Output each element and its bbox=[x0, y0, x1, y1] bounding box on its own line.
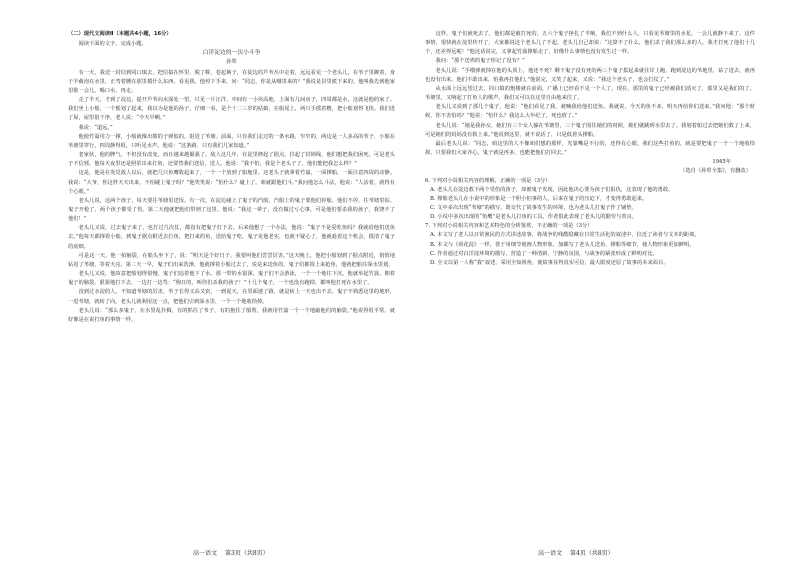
question-6-option-c: C. 文中多次出现“苇塘”的描写，既交代了故事发生的环境，也为老头儿打鬼子作了铺垫。 bbox=[430, 204, 637, 211]
story-paragraph: 可是这一天，他一拍脑袋，在船头坐下了，说：“明天是个好日子，我要叫他们尝尝厉害。”这天晚上，他把小船划到了据点附近，悄悄地钻进了苇塘，等着天亮。第二天一早，鬼子们出来洗澡，他就撑着小船过去了，说是来送鱼的。鬼子们都围上来抢鱼，他就把船往深水里划。 bbox=[68, 252, 395, 268]
question-6-option-b: B. 撑船老头儿在小说中的形象是一个胆小怕事的人，后来在鬼子的压迫下，才变得勇敢起来。 bbox=[430, 195, 648, 202]
left-column bbox=[68, 30, 395, 325]
footer-page-number: 第4页（共8页） bbox=[570, 550, 614, 557]
story-paragraph: 走了半天，才到了淀边，提开芦苇向水深处一望，只见一片汪洋，中间有一小块高地，上面有几间房子，四周都是水，这就是他的家了。我们坐上小船，一个船划了起来，我以为是他的孙子，仔细一看，是个十二三岁的姑娘，在船尾上，两只手摇着橹，把小船划得飞快。我们进了屋，屋里很干净，老人说：“今天早啊。” bbox=[68, 97, 395, 122]
footer-grade: 高一语文 bbox=[193, 550, 218, 557]
story-paragraph: 我问：“那个送鸡的鬼子你记了没有？” bbox=[435, 58, 525, 65]
story-paragraph: 老头儿说：“手榴弹就掉在他的头顶上，他还不死？剩下鬼子没有死的两三个鬼子拔起来就往岸上跑，跑到淀边的苇地里，钻了进去，就再也没有出来。他们不敢出来，怕我再打他们。”他说完，又笑了起来，又说：“我这个老头子，也会打仗了。” bbox=[425, 67, 755, 83]
page-footer-left bbox=[193, 548, 277, 557]
question-7-option-d: D. 全文以第一人称“我”叙述，采用全知视角，使故事显得真实可信，最大限度还原了故事的本来面目。 bbox=[430, 259, 669, 266]
story-paragraph: 有一天，我送一封信到同口镇去，把信搞在怀里，脱了鞋，卷起裤子，在淀边的芦苇丛中走着，远远看见一个老头儿，在苇子里蹲着，身子半截泡在水里，正弯着腰在那里摸什么东西。看见我，他停下手来，问：“同志，你是从哪里来的？”我说是县里派下来的。他叫我先到他家里歇一会儿，喝口水，再走。 bbox=[68, 69, 395, 94]
question-7-option-a: A. 本文写了老人以日常渔民的方式讲述故事，将战争的残酷隐藏在日常生活化的叙述中，拉近了读者与文本的距离。 bbox=[430, 232, 700, 239]
story-paragraph: 我说：“道远。” bbox=[78, 124, 113, 131]
section-title: （二）现代文阅读Ⅱ（本题共4小题，16分） bbox=[68, 31, 172, 37]
question-7-option-c: C. 作者通过对白洋淀环境的描写，营造了一种清新、宁静的氛围，与战争的紧张形成了鲜明对比。 bbox=[430, 250, 658, 257]
story-paragraph: 老头儿说：“那么多鬼子，在水里乱扑腾，有的抓住了苇子，有的抱住了船帮，我就用竹篙一个一个地敲他们的脑袋。”他说得很平常，就好像是在说打鱼的事情一样。 bbox=[68, 307, 395, 323]
story-paragraph: 他使竹篙用力一撑，小船就像出膛的子弹似的，射进了苇塘。前面，只有我们走过的一条水路，窄窄的，两边是一人多高的苇子，小船在苇塘里穿行，四周静得很，只听见水声。他说：“这条路，只有我们几家知道。” bbox=[68, 133, 395, 149]
question-6-option-d: D. 小说中多次出现的“鱼鹰”是老头儿打鱼的工具，作者借此表现了老头儿的勤劳与善良。 bbox=[430, 214, 637, 221]
story-paragraph: 老头儿又说，过去鬼子来了，也打过几次仗，都没有把鬼子打下去。后来他想了一个办法，他说：“鬼子不是爱吃鱼吗？我就给他们送鱼去。”他每天都撑着小船，到鬼子据点附近去打鱼，把打来的鱼，送给鬼子吃。鬼子见他老实，也就不疑心了，他就趁着这个机会，摸清了鬼子的底细。 bbox=[68, 225, 395, 250]
story-paragraph: 老家伙，他的脾气，不但没有改变，而且越来越倔强了。敌人这几年，在淀里修起了据点，拉起了封锁线，他们想把我们困死。可是老头子不信邪，他每天夜里还是照常出来打鱼，还要替我们送信，送人。他说：“我不怕，我是个老头子了，他们能把我怎么样？” bbox=[68, 152, 395, 168]
story-paragraph: 这样，鬼子们就死去了，他们都是被打死的。五六个鬼子挣扎了半晌，我们不到什么人，只看见苇塘里的水花，一会儿就静下来了。这件事情，很快就在淀里传开了，大家都说这个老头儿了不起。老头儿自己却说：“这算不了什么，他们杀了我们那么多的人，我才打死了他们十几个，还差得远呢！”他这话说完，又拿起竹篙撑船走了，好像什么事情也没有发生过一样。 bbox=[425, 31, 755, 56]
story-paragraph: 最后老头儿说：“同志，咱这里的人不像咱们想的那样，光靠嘴是不行的，还得有心眼。我们这些打鱼的，就是要把鬼子一个一个地收拾掉。只要我们大家齐心，鬼子就是再多，也能把他们打回去。” bbox=[425, 140, 755, 157]
question-7-stem: 7. 下列对小说相关内容和艺术特色的分析鉴赏，不正确的一项是（3分） bbox=[425, 223, 593, 230]
question-6-stem: 6. 下列对小说相关内容的理解，正确的一项是（3分） bbox=[425, 177, 551, 184]
story-paragraph: 从水面上远远望过去，同口镇的炮楼就在前面，广播上已经看不见一个人了。现在，那里的鬼子已经被我们消灭了，那里又是我们的了。苇塘里，又响起了打鱼人的歌声，我们又可以在这里自由地来往了。 bbox=[425, 85, 755, 102]
page-footer-right bbox=[538, 548, 622, 557]
footer-grade: 高一语文 bbox=[538, 550, 563, 557]
story-paragraph: 没到过水淀的人，不知道苇塘的厉害。苇子长得又高又密，一到夏天，在里面迷了路，就是转上一天也出不去。鬼子不熟悉这里的地形，一进苇塘，就转了向。老头儿就利用这一点，把他们引到深水里，一个一个地收拾掉。 bbox=[68, 289, 395, 305]
question-7-option-b: B. 本文与《荷花淀》一样，善于用细节刻画人物形象，加插写了老头儿送鱼、撑船等细节，使人物形象更加鲜明。 bbox=[430, 241, 695, 248]
question-6-option-a: A. 老头儿在淀边救下两个受伤的孩子，却被鬼子发现，因此他决心要为孩子们报仇，这表现了他的勇敢。 bbox=[430, 186, 674, 193]
story-year: 1945年 bbox=[712, 159, 731, 166]
story-paragraph: 老头儿又说，他故意把船划得很慢，鬼子们追着他下了水。那一带的水很深，鬼子们不会游泳，一个一个地往下沉。他就举起竹篙，朝着鬼子的脑袋，狠狠地打下去，一边打一边骂：“狗日的，叫你们杀我的孩子！”十几个鬼子，一个也没有跑掉，都叫他打死在水里了。 bbox=[68, 271, 395, 287]
story-paragraph: 老头儿又说到了那几个鬼子，他说：“他们看见了我，就喊我给他们送鱼。我就说，今天的鱼不多，明天再给你们送来。”我问他：“那个时候，你不害怕吗？”他说：“怕什么？我这么大年纪了，死也值了。” bbox=[425, 104, 755, 120]
story-title: 白洋淀边的一次小斗争 bbox=[202, 50, 261, 57]
instruction: 阅读下面的文字，完成小题。 bbox=[78, 41, 147, 48]
story-paragraph: 老头儿说：“她是我孙女，她们有三个女人躲在苇塘里，三个鬼子围住她们的时候，她们就跳到水里去了。我划着船过去把她们救了上来，可是她们的妈妈没有救上来。”他说到这里，就不说话了，只是低着头撑船。 bbox=[425, 122, 755, 138]
story-source: （选自《孙犁全集》，有删改） bbox=[680, 168, 751, 175]
right-column bbox=[425, 30, 755, 268]
story-author: 孙犁 bbox=[226, 59, 237, 66]
story-paragraph: 这是，他是在发觉敌人以后，就把几只鱼鹰收起来了，一个一个放到了船舱里。这老头子就拿着竹篙，一面撑船，一面注意四周的动静。我说：“大爷，你这样天天出来，不怕碰上鬼子吗？”他笑笑说：“怕什么？碰上了，咱就跟他们斗。”我问他怎么斗法，他说：“人活着，就得有个心眼。” bbox=[68, 170, 395, 195]
story-paragraph: 老头儿说，这两个孩子，每天要往苇塘里送饭。有一次，在淀边碰上了鬼子的汽船，汽船上的鬼子要他们停船，他们不停，往苇塘里钻。鬼子开枪了，两个孩子都受了伤。第二天他就把他们带到了这里。他说：“我这一辈子，没有做过亏心事，可是他们要杀我的孩子，我饶不了他们！” bbox=[68, 197, 395, 223]
footer-page-number: 第3页（共8页） bbox=[225, 550, 269, 557]
